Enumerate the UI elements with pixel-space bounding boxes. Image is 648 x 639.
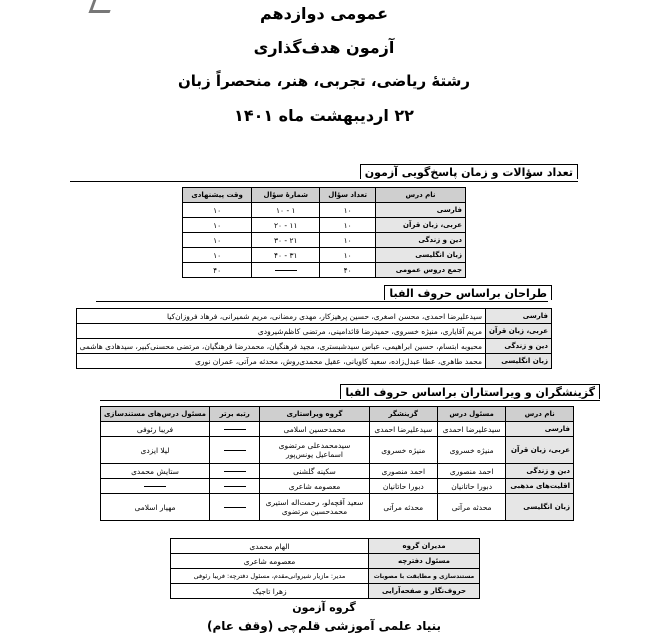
table-row	[101, 437, 574, 464]
rank-cell	[210, 479, 260, 494]
rank-cell	[210, 494, 260, 521]
question-count: ۱۰	[320, 203, 376, 218]
editor-name: سیدمحمدعلی مرتضوی	[278, 441, 351, 450]
suggested-time: ۱۰	[183, 218, 252, 233]
question-range: ۱ - ۱۰	[252, 203, 320, 218]
doc-lead-name: لیلا ایزدی	[101, 437, 210, 464]
designer-names: محمد طاهری، عطا عبدل‌زاده، سعید کاویانی، عقیل محمدی‌روش، محدثه مرآتی، عمران نوری	[76, 354, 485, 369]
selector-name: دبورا حاتانیان	[369, 479, 437, 494]
col-time: وقت پیشنهادی	[183, 188, 252, 203]
question-count: ۱۰	[320, 233, 376, 248]
subject-name: اقلیت‌های مذهبی	[506, 479, 574, 494]
questions-table	[182, 187, 466, 278]
subject-name: زبان انگلیسی	[486, 354, 552, 369]
question-range	[252, 263, 320, 278]
table-header-row	[183, 188, 466, 203]
table-row	[183, 248, 466, 263]
subject-name: دین و زندگی	[376, 233, 466, 248]
dash-line	[224, 471, 246, 472]
table-header-row	[101, 407, 574, 422]
table-row	[171, 554, 480, 569]
section-divider	[100, 400, 600, 401]
col-range: شمارهٔ سؤال	[252, 188, 320, 203]
table-row	[101, 494, 574, 521]
table-row	[101, 422, 574, 437]
dash-line	[224, 507, 246, 508]
table-row	[76, 309, 551, 324]
doc-lead-name: ستایش محمدی	[101, 464, 210, 479]
staff-value: معصومه شاعری	[171, 554, 369, 569]
subject-name: عربی، زبان قرآن	[506, 437, 574, 464]
col-selector: گزینشگر	[369, 407, 437, 422]
staff-table	[170, 538, 480, 599]
selector-name: سیدعلیرضا احمدی	[369, 422, 437, 437]
editor-name: سعید آقچه‌لو، رحمت‌اله استیری	[265, 498, 364, 507]
subject-name: فارسی	[376, 203, 466, 218]
section-divider	[96, 301, 548, 302]
table-row-total	[183, 263, 466, 278]
staff-value: زهرا تاجیک	[171, 584, 369, 599]
subject-name: دین و زندگی	[506, 464, 574, 479]
question-count: ۴۰	[320, 263, 376, 278]
staff-role: حروف‌نگار و صفحه‌آرایی	[369, 584, 480, 599]
staff-role: مستندسازی و مطابقت با مصوبات	[369, 569, 480, 584]
staff-role: مدیران گروه	[369, 539, 480, 554]
suggested-time: ۱۰	[183, 233, 252, 248]
dash-line	[275, 270, 297, 271]
selector-name: احمد منصوری	[369, 464, 437, 479]
rank-cell	[210, 437, 260, 464]
editors-table	[100, 406, 574, 521]
table-row	[76, 324, 551, 339]
suggested-time: ۴۰	[183, 263, 252, 278]
doc-lead-name: فریبا رئوفی	[101, 422, 210, 437]
exam-name: آزمون هدف‌گذاری	[253, 38, 395, 57]
table-row	[183, 233, 466, 248]
col-documentation: مسئول درس‌های مستندسازی	[101, 407, 210, 422]
editor-name: اسماعیل یونس‌پور	[285, 450, 343, 459]
foundation-name: بنیاد علمی آموزشی قلم‌چی (وقف عام)	[206, 619, 442, 633]
subject-name: عربی، زبان قرآن	[486, 324, 552, 339]
question-range: ۱۱ - ۲۰	[252, 218, 320, 233]
suggested-time: ۱۰	[183, 203, 252, 218]
suggested-time: ۱۰	[183, 248, 252, 263]
subject-name: دین و زندگی	[486, 339, 552, 354]
table-row	[76, 339, 551, 354]
lead-name: سیدعلیرضا احمدی	[437, 422, 505, 437]
subject-name: عربی، زبان قرآن	[376, 218, 466, 233]
designers-section-title: طراحان براساس حروف الفبا	[384, 285, 552, 300]
col-subject: نام درس	[506, 407, 574, 422]
question-count: ۱۰	[320, 248, 376, 263]
dash-line	[224, 486, 246, 487]
editor-names: معصومه شاعری	[260, 479, 369, 494]
staff-role: مسئول دفترچه	[369, 554, 480, 569]
col-lead: مسئول درس	[437, 407, 505, 422]
dash-line	[144, 486, 166, 487]
dash-line	[224, 450, 246, 451]
table-row	[183, 203, 466, 218]
table-row	[76, 354, 551, 369]
table-row	[101, 479, 574, 494]
table-row	[171, 584, 480, 599]
fields-line: رشتهٔ ریاضی، تجربی، هنر، منحصراً زبان	[178, 72, 470, 90]
designer-names: سیدعلیرضا احمدی، محسن اصغری، حسین پرهیزکار، مهدی رمضانی، مریم شمیرانی، فرهاد فروزان‌کیا	[76, 309, 485, 324]
question-range: ۳۱ - ۴۰	[252, 248, 320, 263]
selector-name: محدثه مرآتی	[369, 494, 437, 521]
designer-names: مریم آقایاری، منیژه خسروی، حمیدرضا قائدامینی، مرتضی کاظم‌شیرودی	[76, 324, 485, 339]
subject-name: فارسی	[486, 309, 552, 324]
page-title: عمومی دوازدهم	[259, 4, 389, 23]
section-divider	[70, 181, 578, 182]
exam-group-label: گروه آزمون	[292, 601, 356, 614]
lead-name: محدثه مرآتی	[437, 494, 505, 521]
editor-name: محمدحسین مرتضوی	[281, 507, 348, 516]
dash-line	[224, 429, 246, 430]
exam-date: ۲۲ اردیبهشت ماه ۱۴۰۱	[234, 106, 414, 125]
table-row	[183, 218, 466, 233]
staff-value: مدیر: مازیار شیروانی‌مقدم، مسئول دفترچه: فریبا رئوفی	[171, 569, 369, 584]
doc-lead-cell	[101, 479, 210, 494]
question-range: ۲۱ - ۳۰	[252, 233, 320, 248]
designers-table	[76, 308, 552, 369]
editors-section-title: گزینشگران و ویراستاران براساس حروف الفبا	[340, 384, 600, 399]
editor-names: محمدحسین اسلامی	[260, 422, 369, 437]
doc-lead-name: مهیار اسلامی	[101, 494, 210, 521]
editor-names	[260, 437, 369, 464]
staff-value: الهام محمدی	[171, 539, 369, 554]
questions-section-title: تعداد سؤالات و زمان پاسخ‌گویی آزمون	[360, 164, 578, 179]
designer-names: محبوبه ابتسام، حسین ابراهیمی، عباس سیدشبستری، مجید فرهنگیان، محمدرضا فرهنگیان، مرتضی محسنی‌کبیر، سیدهادی هاشمی	[76, 339, 485, 354]
lead-name: دبورا حاتانیان	[437, 479, 505, 494]
table-row	[101, 464, 574, 479]
editor-names	[260, 494, 369, 521]
rank-cell	[210, 464, 260, 479]
editor-names: سکینه گلشنی	[260, 464, 369, 479]
col-subject: نام درس	[376, 188, 466, 203]
table-row	[171, 539, 480, 554]
col-count: تعداد سؤال	[320, 188, 376, 203]
subject-name: فارسی	[506, 422, 574, 437]
col-editors: گروه ویراستاری	[260, 407, 369, 422]
table-row	[171, 569, 480, 584]
col-rank: رتبه برتر	[210, 407, 260, 422]
subject-name: زبان انگلیسی	[506, 494, 574, 521]
lead-name: احمد منصوری	[437, 464, 505, 479]
subject-name: زبان انگلیسی	[376, 248, 466, 263]
subject-name: جمع دروس عمومی	[376, 263, 466, 278]
question-count: ۱۰	[320, 218, 376, 233]
selector-name: منیژه خسروی	[369, 437, 437, 464]
rank-cell	[210, 422, 260, 437]
lead-name: منیژه خسروی	[437, 437, 505, 464]
